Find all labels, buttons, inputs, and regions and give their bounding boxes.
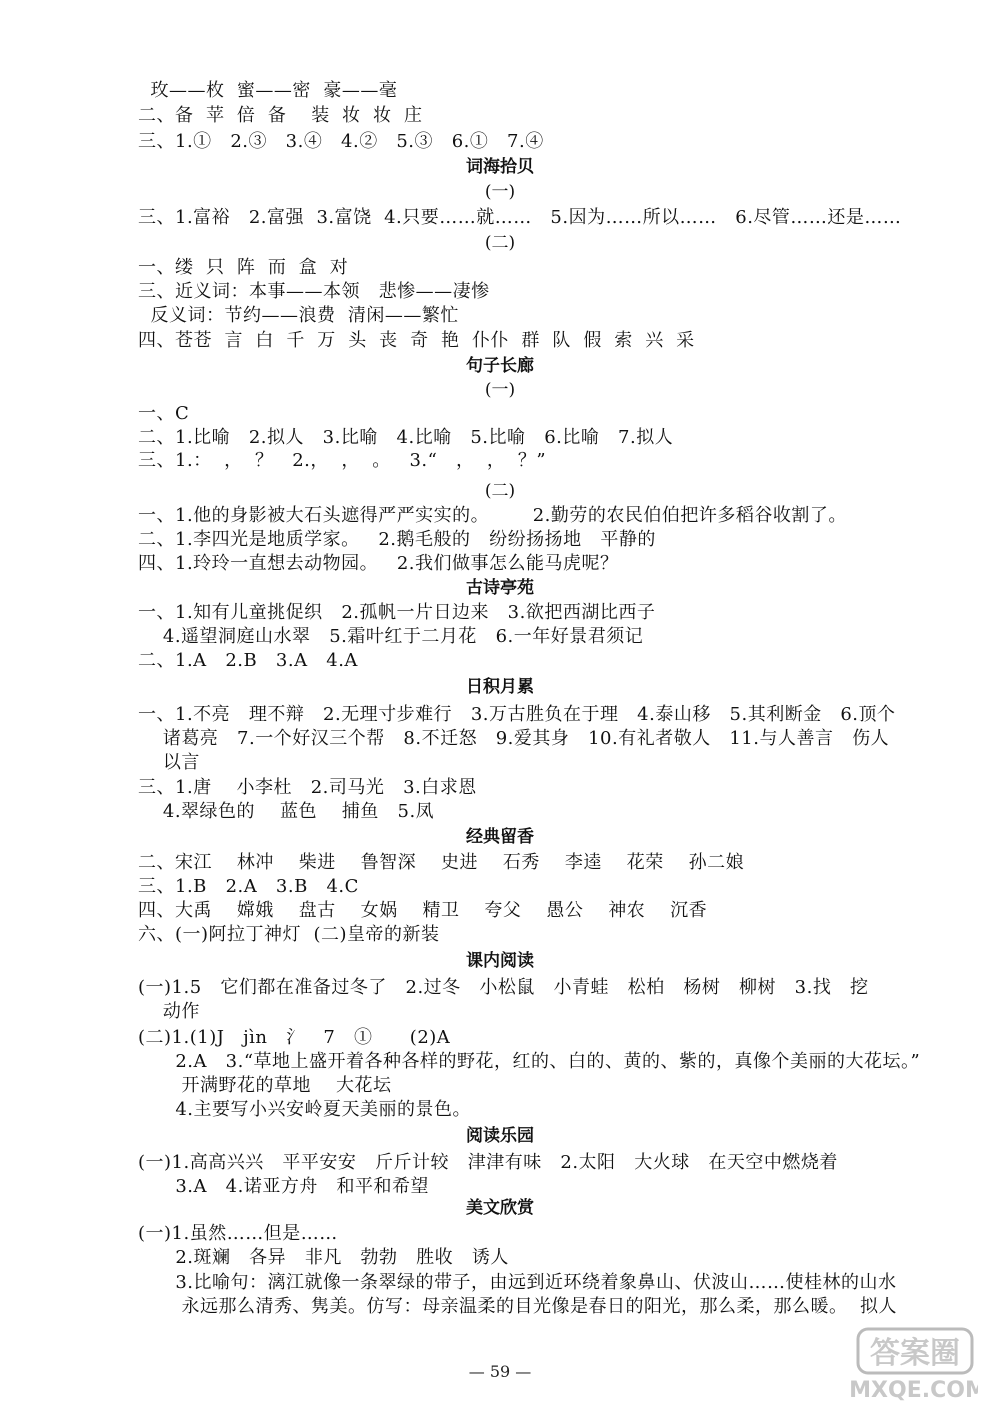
subsection-heading: (一)	[484, 182, 516, 202]
section-heading: 日积月累	[466, 677, 534, 697]
answer-line: 三、1.① 2.③ 3.④ 4.② 5.③ 6.① 7.④	[138, 131, 544, 152]
answer-line: 反义词：节约——浪费 清闲——繁忙	[138, 305, 459, 326]
section-heading: 词海拾贝	[466, 157, 534, 177]
answer-line: 3.A 4.诺亚方舟 和平和希望	[138, 1176, 430, 1197]
answer-line: 诸葛亮 7.一个好汉三个帮 8.不迁怒 9.爱其身 10.有礼者敬人 11.与人善言 伤人	[138, 728, 890, 749]
answer-line: 永远那么清秀、隽美。仿写：母亲温柔的目光像是春日的阳光，那么柔，那么暖。 拟人	[138, 1296, 897, 1317]
answer-line: 二、1.李四光是地质学家。 2.鹅毛般的 纷纷扬扬地 平静的	[138, 529, 656, 550]
answer-line: (一)1.虽然……但是……	[138, 1223, 338, 1244]
answer-line: 二、备 苹 倍 备 装 妆 妆 庄	[138, 105, 423, 126]
answer-line: 一、1.不亮 理不辩 2.无理寸步难行 3.万古胜负在于理 4.泰山移 5.其利断金 6.顶个	[138, 704, 896, 725]
subsection-heading: (一)	[484, 380, 516, 400]
section-heading: 阅读乐园	[466, 1126, 534, 1146]
answer-line: (一)1.5 它们都在准备过冬了 2.过冬 小松鼠 小青蛙 松柏 杨树 柳树 3.找 挖	[138, 977, 869, 998]
section-heading: 古诗亭苑	[466, 578, 534, 598]
section-heading: 句子长廊	[466, 356, 534, 376]
answer-line: 以言	[138, 752, 200, 773]
answer-line: 二、1.比喻 2.拟人 3.比喻 4.比喻 5.比喻 6.比喻 7.拟人	[138, 427, 674, 448]
page-number: — 59 —	[468, 1362, 532, 1381]
answer-line: 三、1.唐 小李杜 2.司马光 3.白求恩	[138, 777, 477, 798]
section-heading: 美文欣赏	[466, 1198, 534, 1218]
answer-line: 动作	[138, 1001, 200, 1022]
answer-line: 一、缕 只 阵 而 盒 对	[138, 257, 349, 278]
answer-line: 一、C	[138, 403, 190, 424]
answer-line: 二、宋江 林冲 柴进 鲁智深 史进 石秀 李逵 花荣 孙二娘	[138, 852, 745, 873]
answer-line: 六、(一)阿拉丁神灯 (二)皇帝的新装	[138, 924, 440, 945]
section-heading: 课内阅读	[466, 951, 534, 971]
answer-line: 2.斑斓 各异 非凡 勃勃 胜收 诱人	[138, 1247, 509, 1268]
answer-line: 四、1.玲玲一直想去动物园。 2.我们做事怎么能马虎呢？	[138, 553, 619, 574]
answer-line: 4.主要写小兴安岭夏天美丽的景色。	[138, 1099, 472, 1120]
answer-line: 四、苍苍 言 白 千 万 头 丧 奇 艳 仆仆 群 队 假 索 兴 采	[138, 330, 695, 351]
watermark-logo	[828, 1325, 978, 1405]
answer-line: (一)1.高高兴兴 平平安安 斤斤计较 津津有味 2.太阳 大火球 在天空中燃烧着	[138, 1152, 838, 1173]
answer-line: 一、1.知有儿童挑促织 2.孤帆一片日边来 3.欲把西湖比西子	[138, 602, 656, 623]
answer-line: 二、1.A 2.B 3.A 4.A	[138, 650, 358, 671]
subsection-heading: (二)	[484, 233, 516, 253]
answer-line: 三、近义词：本事——本领 悲惨——凄惨	[138, 281, 490, 302]
answer-line: 3.比喻句：漓江就像一条翠绿的带子，由远到近环绕着象鼻山、伏波山……使桂林的山水	[138, 1272, 897, 1293]
subsection-heading: (二)	[484, 481, 516, 501]
answer-line: 四、大禹 嫦娥 盘古 女娲 精卫 夸父 愚公 神农 沉香	[138, 900, 708, 921]
answer-line: 2.A 3.“草地上盛开着各种各样的野花，红的、白的、黄的、紫的，真像个美丽的大花坛。”	[138, 1051, 921, 1072]
section-heading: 经典留香	[466, 827, 534, 847]
answer-line: 4.遥望洞庭山水翠 5.霜叶红于二月花 6.一年好景君须记	[138, 626, 644, 647]
answer-line: 三、1.富裕 2.富强 3.富饶 4.只要……就…… 5.因为……所以…… 6.尽管……还是……	[138, 207, 902, 228]
watermark-text: 答案圈	[870, 1336, 960, 1371]
answer-line: 一、1.他的身影被大石头遮得严严实实的。 2.勤劳的农民伯伯把许多稻谷收割了。	[138, 505, 847, 526]
answer-line: (二)1.(1)J jìn 氵 7 ① (2)A	[138, 1027, 451, 1048]
answer-line: 开满野花的草地 大花坛	[138, 1075, 392, 1096]
watermark-stamp-icon	[828, 1325, 978, 1405]
answer-line: 三、1.： ， ？ 2.， ， 。 3.“ ， ， ？”	[138, 450, 547, 471]
watermark-url: MXQE.COM	[849, 1378, 978, 1403]
answer-line: 三、1.B 2.A 3.B 4.C	[138, 876, 359, 897]
answer-line: 4.翠绿色的 蓝色 捕鱼 5.凤	[138, 801, 435, 822]
answer-line: 玫——枚 蜜——密 豪——毫	[138, 80, 398, 101]
